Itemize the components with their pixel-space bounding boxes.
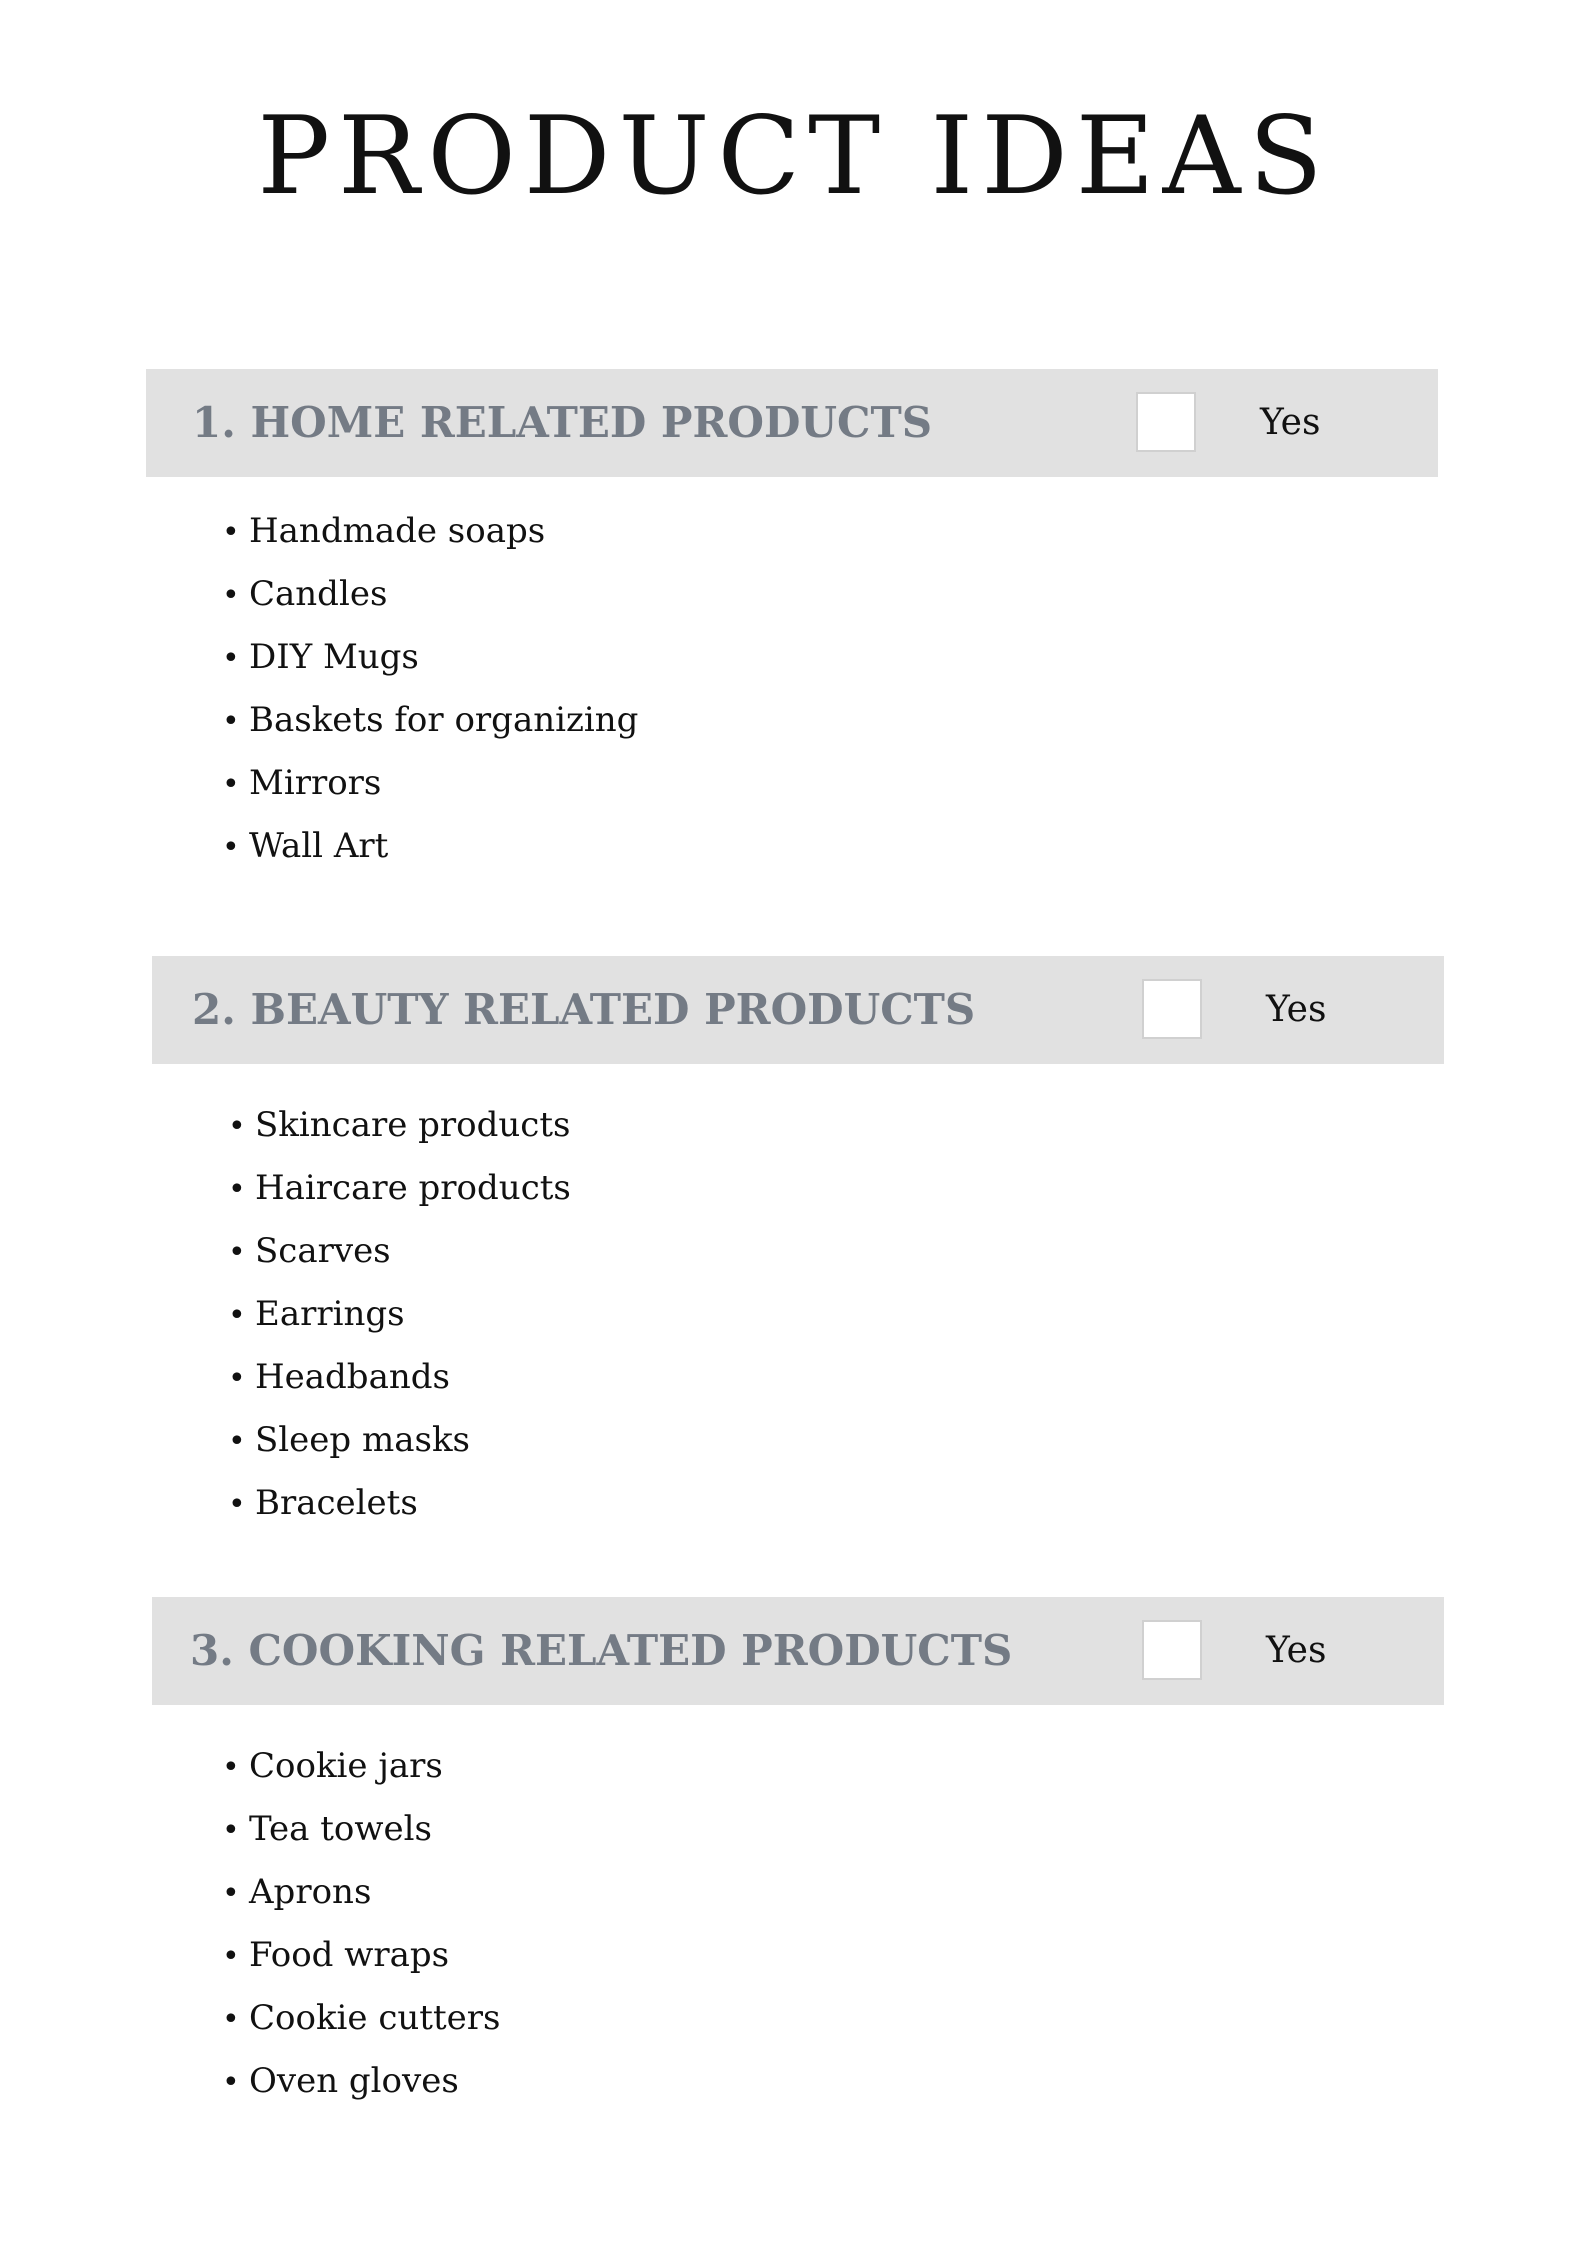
list-item xyxy=(222,626,638,689)
section-title: 1. HOME RELATED PRODUCTS xyxy=(192,398,933,447)
list-item-label: Oven gloves xyxy=(249,2061,459,2101)
bullet: • xyxy=(222,578,240,613)
section-header-beauty xyxy=(152,956,1444,1064)
list-item xyxy=(228,1220,571,1283)
bullet: • xyxy=(222,2002,240,2037)
list-item-label: Wall Art xyxy=(249,826,389,866)
list-item xyxy=(222,2050,500,2113)
list-item xyxy=(222,500,638,563)
list-item xyxy=(222,563,638,626)
item-list-beauty xyxy=(228,1094,571,1535)
list-item-label: Bracelets xyxy=(255,1483,418,1523)
item-list-home xyxy=(222,500,638,878)
bullet: • xyxy=(228,1109,246,1144)
list-item-label: Handmade soaps xyxy=(249,511,546,551)
list-item xyxy=(222,1924,500,1987)
bullet: • xyxy=(228,1298,246,1333)
list-item-label: DIY Mugs xyxy=(249,637,419,677)
section-title: 3. COOKING RELATED PRODUCTS xyxy=(190,1626,1013,1675)
list-item-label: Mirrors xyxy=(249,763,382,803)
list-item-label: Skincare products xyxy=(255,1105,571,1145)
list-item xyxy=(222,1798,500,1861)
yes-label: Yes xyxy=(1266,989,1327,1030)
list-item-label: Candles xyxy=(249,574,388,614)
list-item xyxy=(222,1735,500,1798)
list-item xyxy=(222,752,638,815)
item-list-cooking xyxy=(222,1735,500,2113)
list-item-label: Tea towels xyxy=(249,1809,432,1849)
bullet: • xyxy=(228,1361,246,1396)
yes-checkbox[interactable] xyxy=(1136,392,1196,452)
bullet: • xyxy=(222,641,240,676)
list-item-label: Scarves xyxy=(255,1231,391,1271)
list-item xyxy=(222,815,638,878)
yes-label: Yes xyxy=(1266,1630,1327,1671)
list-item xyxy=(222,1861,500,1924)
list-item xyxy=(228,1409,571,1472)
bullet: • xyxy=(222,767,240,802)
list-item xyxy=(228,1094,571,1157)
bullet: • xyxy=(222,830,240,865)
bullet: • xyxy=(228,1487,246,1522)
list-item xyxy=(228,1157,571,1220)
list-item-label: Cookie cutters xyxy=(249,1998,501,2038)
bullet: • xyxy=(222,515,240,550)
yes-checkbox[interactable] xyxy=(1142,1620,1202,1680)
list-item-label: Headbands xyxy=(255,1357,450,1397)
bullet: • xyxy=(222,1813,240,1848)
list-item-label: Cookie jars xyxy=(249,1746,443,1786)
list-item xyxy=(222,1987,500,2050)
bullet: • xyxy=(228,1235,246,1270)
bullet: • xyxy=(228,1172,246,1207)
page-title: PRODUCT IDEAS xyxy=(257,94,1331,219)
yes-label: Yes xyxy=(1260,402,1321,443)
list-item xyxy=(228,1472,571,1535)
list-item xyxy=(228,1283,571,1346)
section-header-home xyxy=(146,369,1438,477)
bullet: • xyxy=(222,1750,240,1785)
yes-checkbox[interactable] xyxy=(1142,979,1202,1039)
section-header-cooking xyxy=(152,1597,1444,1705)
list-item-label: Food wraps xyxy=(249,1935,450,1975)
bullet: • xyxy=(222,2065,240,2100)
section-title: 2. BEAUTY RELATED PRODUCTS xyxy=(192,985,976,1034)
list-item xyxy=(222,689,638,752)
list-item-label: Baskets for organizing xyxy=(249,700,639,740)
bullet: • xyxy=(222,1876,240,1911)
bullet: • xyxy=(222,704,240,739)
list-item-label: Aprons xyxy=(249,1872,372,1912)
bullet: • xyxy=(222,1939,240,1974)
list-item xyxy=(228,1346,571,1409)
list-item-label: Haircare products xyxy=(255,1168,571,1208)
list-item-label: Earrings xyxy=(255,1294,405,1334)
list-item-label: Sleep masks xyxy=(255,1420,470,1460)
bullet: • xyxy=(228,1424,246,1459)
